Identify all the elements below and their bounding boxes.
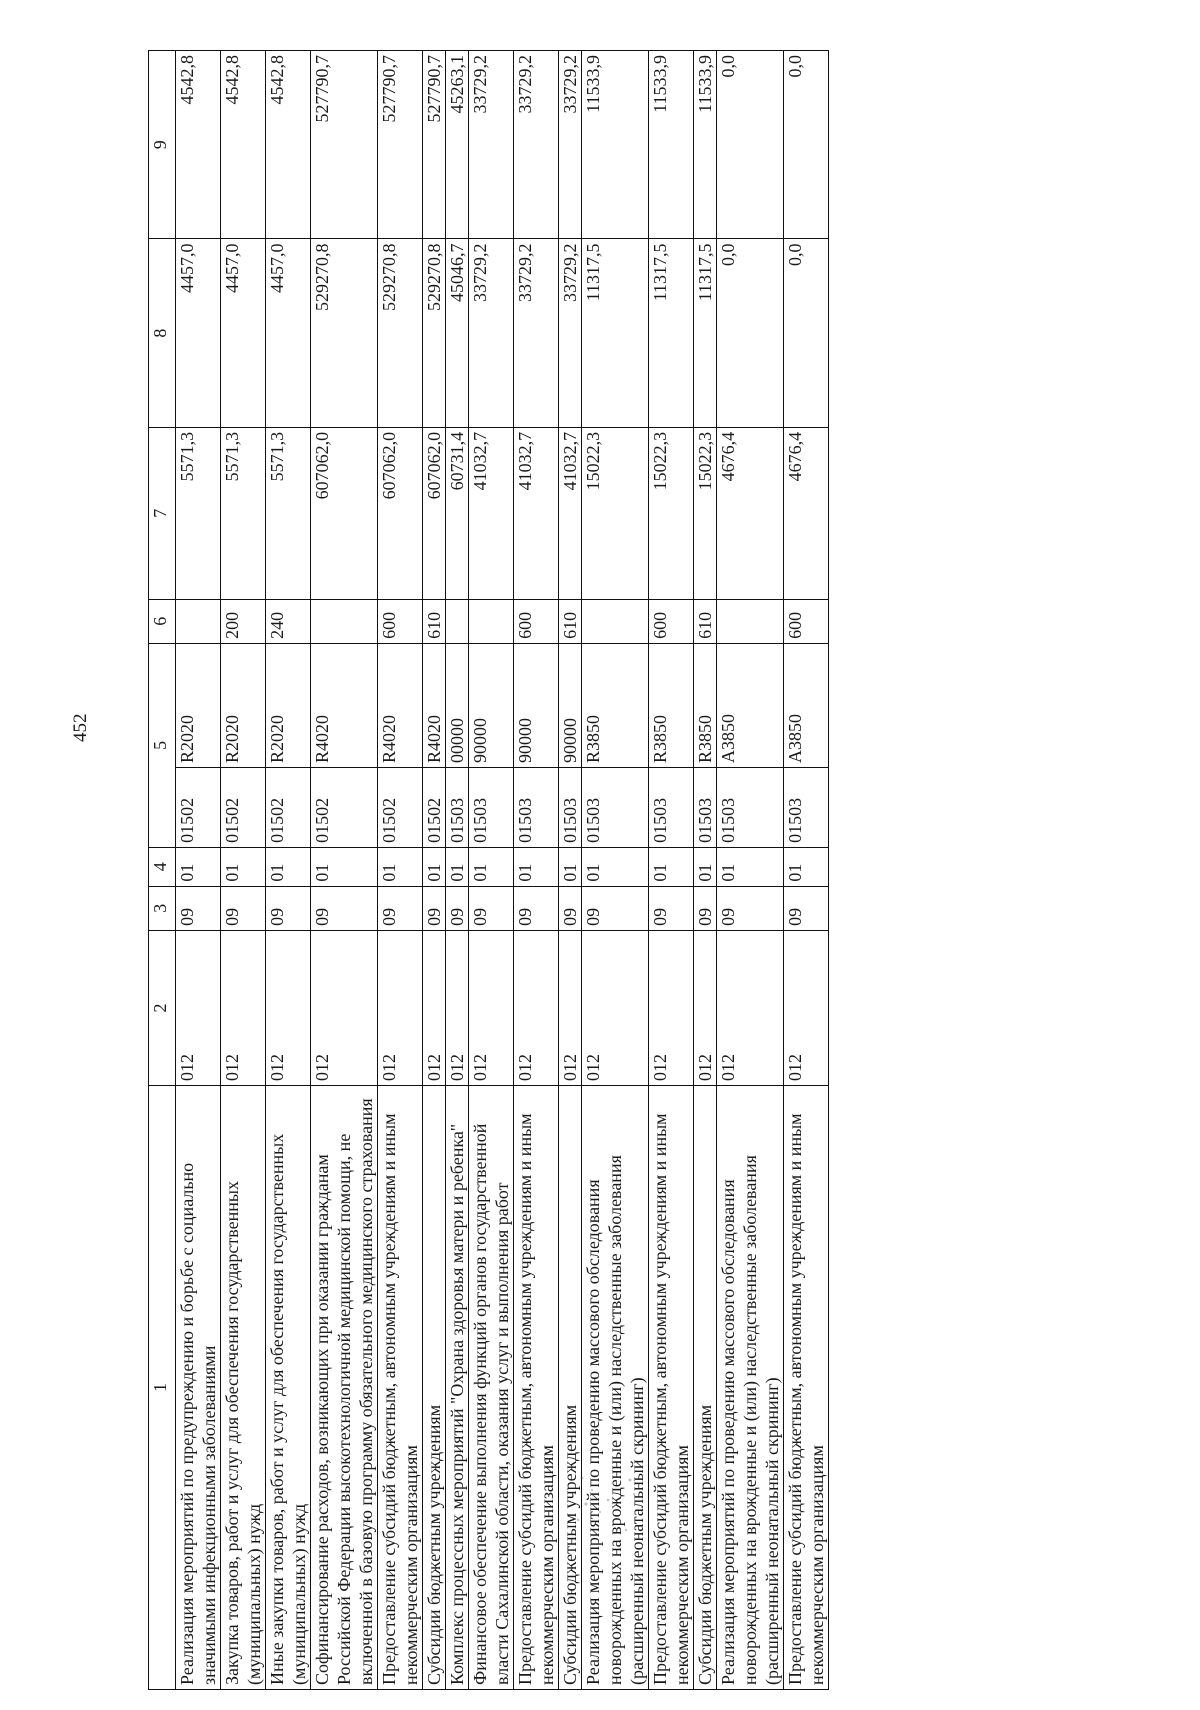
table-row [446,51,469,1690]
cell-section-code: 09 [469,886,514,930]
table-row [717,51,784,1690]
cell-amount-col9: 33729,2 [514,51,559,239]
cell-direction-code: R3850 [694,643,717,767]
column-header: 4 [149,847,176,886]
cell-direction-code: 90000 [514,643,559,767]
row-description: Предоставление субсидий бюджетным, автономным учреждениям и иным некоммерческим организациям [649,1086,694,1690]
cell-amount-col8: 11317,5 [649,239,694,427]
cell-program-code: 01503 [694,768,717,848]
cell-amount-col9: 4542,8 [266,51,311,239]
cell-section-code: 09 [694,886,717,930]
cell-amount-col9: 33729,2 [469,51,514,239]
row-description: Комплекс процессных мероприятий "Охрана здоровья матери и ребенка" [446,1086,469,1690]
cell-ministry-code: 012 [717,930,784,1085]
cell-ministry-code: 012 [311,930,378,1085]
table-row [559,51,582,1690]
cell-expense-type [469,599,514,643]
cell-amount-col9: 4542,8 [176,51,221,239]
row-description: Закупка товаров, работ и услуг для обеспечения государственных (муниципальных) нужд [221,1086,266,1690]
cell-amount-col9: 527790,7 [311,51,378,239]
cell-ministry-code: 012 [221,930,266,1085]
table-row [176,51,221,1690]
cell-section-code: 09 [423,886,446,930]
cell-amount-col8: 33729,2 [514,239,559,427]
cell-program-code: 01503 [649,768,694,848]
cell-expense-type: 610 [694,599,717,643]
cell-subsection-code: 01 [176,847,221,886]
cell-section-code: 09 [717,886,784,930]
cell-amount-col8: 4457,0 [176,239,221,427]
cell-subsection-code: 01 [514,847,559,886]
cell-ministry-code: 012 [446,930,469,1085]
cell-amount-col7: 15022,3 [694,427,717,599]
cell-program-code: 01503 [784,768,829,848]
cell-ministry-code: 012 [176,930,221,1085]
row-description: Субсидии бюджетным учреждениям [559,1086,582,1690]
row-description: Предоставление субсидий бюджетным, автономным учреждениям и иным некоммерческим организациям [378,1086,423,1690]
table-row [694,51,717,1690]
cell-direction-code: 00000 [446,643,469,767]
cell-section-code: 09 [221,886,266,930]
cell-amount-col9: 0,0 [784,51,829,239]
cell-expense-type: 200 [221,599,266,643]
cell-ministry-code: 012 [469,930,514,1085]
cell-direction-code: R4020 [378,643,423,767]
cell-subsection-code: 01 [311,847,378,886]
cell-subsection-code: 01 [649,847,694,886]
cell-direction-code: 90000 [559,643,582,767]
cell-amount-col8: 11317,5 [694,239,717,427]
table-row [514,51,559,1690]
cell-amount-col7: 41032,7 [469,427,514,599]
cell-program-code: 01502 [221,768,266,848]
cell-direction-code: R2020 [176,643,221,767]
cell-direction-code: R2020 [221,643,266,767]
column-header: 8 [149,239,176,427]
cell-amount-col8: 529270,8 [311,239,378,427]
cell-direction-code: R4020 [423,643,446,767]
cell-program-code: 01503 [559,768,582,848]
cell-amount-col8: 11317,5 [582,239,649,427]
cell-expense-type [446,599,469,643]
cell-program-code: 01503 [717,768,784,848]
row-description: Финансовое обеспечение выполнения функций органов государственной власти Сахалинской области, оказания услуг и выполнения работ [469,1086,514,1690]
page-number: 452 [70,713,91,742]
cell-subsection-code: 01 [378,847,423,886]
cell-subsection-code: 01 [784,847,829,886]
cell-amount-col7: 5571,3 [266,427,311,599]
cell-amount-col8: 529270,8 [378,239,423,427]
cell-subsection-code: 01 [266,847,311,886]
cell-expense-type: 610 [423,599,446,643]
cell-subsection-code: 01 [221,847,266,886]
scan-noise-marks [570,1460,650,1550]
cell-ministry-code: 012 [582,930,649,1085]
table-row [266,51,311,1690]
cell-section-code: 09 [514,886,559,930]
row-description: Реализация мероприятий по проведению массового обследования новорожденных на врожденные и (или) наследственные заболевания (расширенный неонатальный скрининг) [582,1086,649,1690]
cell-direction-code: R3850 [649,643,694,767]
cell-subsection-code: 01 [559,847,582,886]
cell-expense-type: 240 [266,599,311,643]
cell-program-code: 01502 [311,768,378,848]
cell-amount-col7: 607062,0 [423,427,446,599]
table-row [221,51,266,1690]
cell-subsection-code: 01 [694,847,717,886]
cell-ministry-code: 012 [423,930,446,1085]
column-header: 2 [149,930,176,1085]
table-row [311,51,378,1690]
cell-program-code: 01503 [582,768,649,848]
cell-amount-col9: 527790,7 [423,51,446,239]
table-row [784,51,829,1690]
cell-section-code: 09 [266,886,311,930]
cell-direction-code: R3850 [582,643,649,767]
cell-amount-col7: 60731,4 [446,427,469,599]
cell-direction-code: R2020 [266,643,311,767]
cell-amount-col7: 4676,4 [717,427,784,599]
cell-subsection-code: 01 [423,847,446,886]
cell-amount-col8: 529270,8 [423,239,446,427]
cell-amount-col9: 11533,9 [649,51,694,239]
cell-ministry-code: 012 [694,930,717,1085]
row-description: Субсидии бюджетным учреждениям [423,1086,446,1690]
row-description: Реализация мероприятий по проведению массового обследования новорожденных на врожденные и (или) наследственные заболевания (расширенный неонатальный скрининг) [717,1086,784,1690]
cell-section-code: 09 [176,886,221,930]
table-row [649,51,694,1690]
cell-amount-col7: 15022,3 [649,427,694,599]
cell-amount-col8: 4457,0 [221,239,266,427]
cell-section-code: 09 [446,886,469,930]
cell-section-code: 09 [582,886,649,930]
cell-amount-col9: 11533,9 [582,51,649,239]
cell-amount-col7: 41032,7 [559,427,582,599]
cell-expense-type: 600 [514,599,559,643]
cell-section-code: 09 [311,886,378,930]
rotated-page-content [148,50,1200,1690]
cell-program-code: 01502 [266,768,311,848]
cell-amount-col8: 33729,2 [559,239,582,427]
cell-amount-col8: 4457,0 [266,239,311,427]
cell-amount-col7: 607062,0 [378,427,423,599]
cell-program-code: 01503 [469,768,514,848]
cell-ministry-code: 012 [559,930,582,1085]
cell-expense-type [176,599,221,643]
cell-expense-type [582,599,649,643]
cell-section-code: 09 [559,886,582,930]
column-header: 6 [149,599,176,643]
row-description: Софинансирование расходов, возникающих при оказании гражданам Российской Федерации высокотехнологичной медицинской помощи, не включенной в базовую программу обязательного медицинского страхования [311,1086,378,1690]
cell-expense-type [311,599,378,643]
cell-ministry-code: 012 [514,930,559,1085]
cell-program-code: 01502 [378,768,423,848]
column-header: 1 [149,1086,176,1690]
column-header: 9 [149,51,176,239]
cell-subsection-code: 01 [469,847,514,886]
cell-amount-col8: 33729,2 [469,239,514,427]
cell-program-code: 01503 [514,768,559,848]
budget-table [148,50,829,1690]
cell-amount-col8: 0,0 [784,239,829,427]
cell-section-code: 09 [649,886,694,930]
cell-program-code: 01502 [423,768,446,848]
cell-amount-col7: 41032,7 [514,427,559,599]
cell-amount-col7: 607062,0 [311,427,378,599]
cell-expense-type: 610 [559,599,582,643]
row-description: Иные закупки товаров, работ и услуг для обеспечения государственных (муниципальных) нужд [266,1086,311,1690]
table-row [423,51,446,1690]
cell-amount-col9: 45263,1 [446,51,469,239]
cell-direction-code: 90000 [469,643,514,767]
cell-amount-col7: 5571,3 [221,427,266,599]
cell-amount-col7: 4676,4 [784,427,829,599]
cell-expense-type: 600 [649,599,694,643]
cell-ministry-code: 012 [378,930,423,1085]
cell-subsection-code: 01 [582,847,649,886]
cell-amount-col7: 5571,3 [176,427,221,599]
column-number-row [149,51,176,1690]
cell-direction-code: A3850 [717,643,784,767]
row-description: Реализация мероприятий по предупреждению и борьбе с социально значимыми инфекционными заболеваниями [176,1086,221,1690]
cell-direction-code: R4020 [311,643,378,767]
cell-ministry-code: 012 [649,930,694,1085]
row-description: Предоставление субсидий бюджетным, автономным учреждениям и иным некоммерческим организациям [514,1086,559,1690]
column-header: 7 [149,427,176,599]
table-row [378,51,423,1690]
cell-subsection-code: 01 [717,847,784,886]
table-row [582,51,649,1690]
cell-subsection-code: 01 [446,847,469,886]
cell-ministry-code: 012 [784,930,829,1085]
cell-program-code: 01502 [176,768,221,848]
cell-section-code: 09 [378,886,423,930]
cell-amount-col9: 33729,2 [559,51,582,239]
table-row [469,51,514,1690]
cell-amount-col7: 15022,3 [582,427,649,599]
cell-amount-col8: 45046,7 [446,239,469,427]
cell-section-code: 09 [784,886,829,930]
cell-amount-col9: 11533,9 [694,51,717,239]
cell-program-code: 01503 [446,768,469,848]
cell-ministry-code: 012 [266,930,311,1085]
row-description: Субсидии бюджетным учреждениям [694,1086,717,1690]
cell-amount-col9: 527790,7 [378,51,423,239]
table-body [176,51,829,1690]
cell-amount-col8: 0,0 [717,239,784,427]
cell-amount-col9: 0,0 [717,51,784,239]
cell-expense-type: 600 [378,599,423,643]
column-header: 5 [149,643,176,847]
cell-expense-type [717,599,784,643]
cell-expense-type: 600 [784,599,829,643]
row-description: Предоставление субсидий бюджетным, автономным учреждениям и иным некоммерческим организациям [784,1086,829,1690]
column-header: 3 [149,886,176,930]
cell-amount-col9: 4542,8 [221,51,266,239]
cell-direction-code: A3850 [784,643,829,767]
